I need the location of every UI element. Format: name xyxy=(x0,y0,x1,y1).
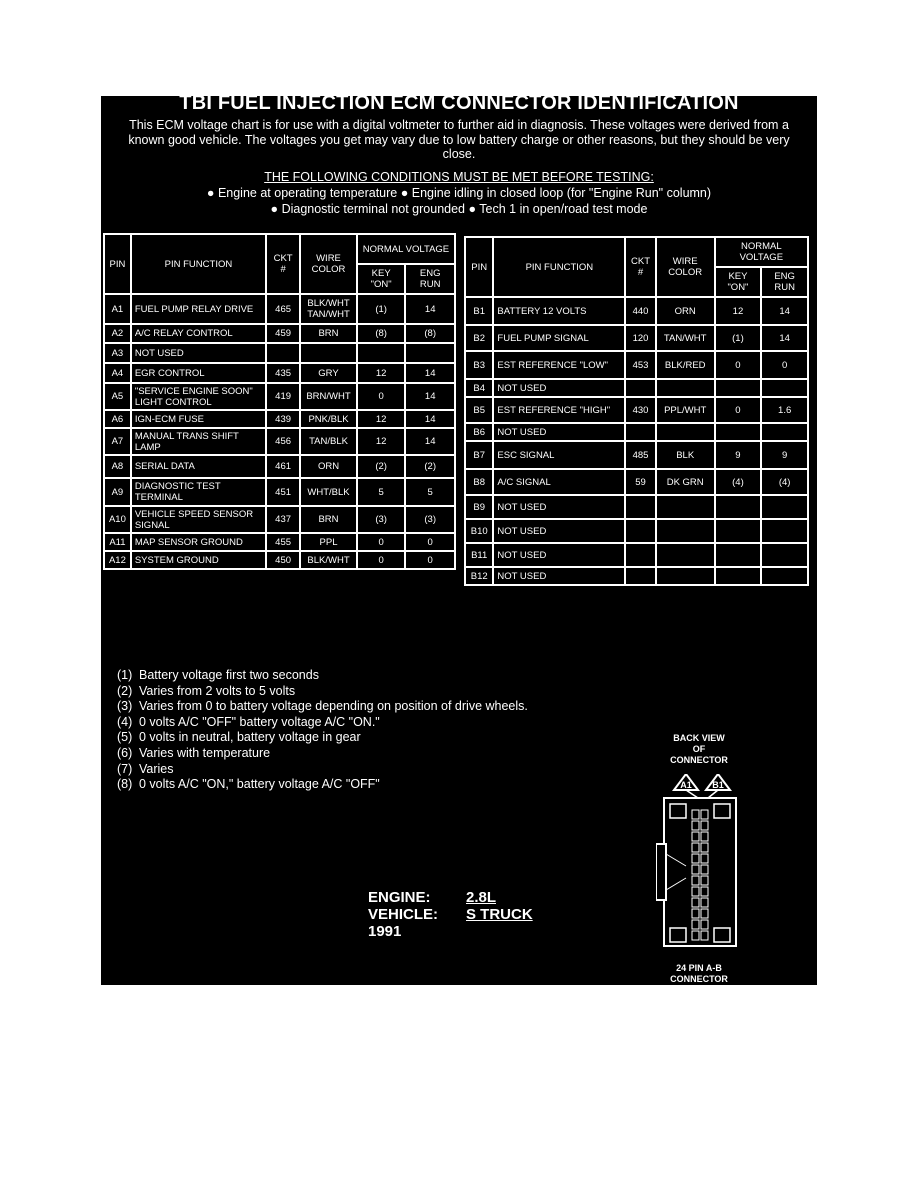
corner-pin xyxy=(670,804,686,818)
table-row xyxy=(104,506,455,533)
key-on-voltage-cell: 0 xyxy=(357,383,406,410)
key-on-voltage-cell: (4) xyxy=(715,469,762,495)
header-eng-run: ENG RUN xyxy=(761,267,808,297)
connector-top-label xyxy=(661,733,737,766)
table-row xyxy=(104,383,455,410)
eng-run-voltage-cell: 14 xyxy=(405,410,455,428)
pin-cell: A4 xyxy=(104,363,131,383)
pin-cell: A12 xyxy=(104,551,131,569)
wire-color-cell: WHT/BLK xyxy=(300,478,357,506)
ckt-cell: 455 xyxy=(266,533,300,551)
wire-color-cell xyxy=(656,495,715,519)
header-key-on: KEY "ON" xyxy=(715,267,762,297)
wire-color-cell: BRN xyxy=(300,324,357,343)
wire-color-cell: TAN/WHT xyxy=(656,325,715,351)
connector-pin xyxy=(692,876,699,885)
connector-pin xyxy=(692,810,699,819)
connector-latch xyxy=(656,844,666,900)
pin-cell: A3 xyxy=(104,343,131,363)
table-row xyxy=(465,441,808,469)
pin-cell: A9 xyxy=(104,478,131,506)
pin-function-cell: NOT USED xyxy=(493,423,625,441)
key-on-voltage-cell: 12 xyxy=(357,410,406,428)
wire-color-cell xyxy=(300,343,357,363)
footnote-text: 0 volts in neutral, battery voltage in gear xyxy=(139,730,361,745)
connector-pin xyxy=(701,909,708,918)
wire-color-cell: PPL/WHT xyxy=(656,397,715,423)
eng-run-voltage-cell: 14 xyxy=(405,363,455,383)
ckt-cell: 451 xyxy=(266,478,300,506)
wire-color-cell: PPL xyxy=(300,533,357,551)
eng-run-voltage-cell: (4) xyxy=(761,469,808,495)
corner-pin xyxy=(714,804,730,818)
table-row xyxy=(465,423,808,441)
footnote-number: (7) xyxy=(117,761,133,776)
footnote-item xyxy=(117,684,528,700)
footnote-number: (3) xyxy=(117,699,133,714)
key-on-voltage-cell: (8) xyxy=(357,324,406,343)
conditions-line-1: ● Engine at operating temperature ● Engine idling in closed loop (for "Engine Run" column) xyxy=(206,186,712,200)
pin-cell: A11 xyxy=(104,533,131,551)
ckt-cell: 120 xyxy=(625,325,655,351)
table-row xyxy=(465,495,808,519)
wire-color-cell: BRN/WHT xyxy=(300,383,357,410)
ckt-cell: 435 xyxy=(266,363,300,383)
table-row xyxy=(104,428,455,455)
eng-run-voltage-cell xyxy=(761,423,808,441)
pin-function-cell: "SERVICE ENGINE SOON" LIGHT CONTROL xyxy=(131,383,266,410)
ckt-cell: 453 xyxy=(625,351,655,379)
table-row xyxy=(465,543,808,567)
key-on-voltage-cell: 0 xyxy=(715,397,762,423)
pin-function-cell: MANUAL TRANS SHIFT LAMP xyxy=(131,428,266,455)
wire-color-cell: BRN xyxy=(300,506,357,533)
header-ckt: CKT # xyxy=(625,237,655,297)
ecm-connector-panel xyxy=(101,96,817,985)
pin-function-cell: A/C RELAY CONTROL xyxy=(131,324,266,343)
wire-color-cell: BLK xyxy=(656,441,715,469)
pin-a1-leader xyxy=(686,790,698,798)
ckt-cell xyxy=(625,543,655,567)
pin-function-cell: SERIAL DATA xyxy=(131,455,266,478)
footnote-item xyxy=(117,699,528,715)
pin-cell: A1 xyxy=(104,294,131,324)
footnote-item xyxy=(117,715,528,731)
ckt-cell: 439 xyxy=(266,410,300,428)
pin-function-cell: VEHICLE SPEED SENSOR SIGNAL xyxy=(131,506,266,533)
pin-cell: A6 xyxy=(104,410,131,428)
footnote-item xyxy=(117,730,528,746)
pin-cell: B6 xyxy=(465,423,493,441)
pin-b1-label: B1 xyxy=(712,780,724,790)
eng-run-voltage-cell: (8) xyxy=(405,324,455,343)
pin-function-cell: NOT USED xyxy=(493,379,625,397)
footnote-number: (2) xyxy=(117,683,133,698)
pin-function-cell: EGR CONTROL xyxy=(131,363,266,383)
wire-color-cell: BLK/WHT xyxy=(300,551,357,569)
table-row xyxy=(465,519,808,543)
eng-run-voltage-cell: (2) xyxy=(405,455,455,478)
connector-pin xyxy=(701,887,708,896)
connector-pin xyxy=(692,898,699,907)
ckt-cell xyxy=(625,379,655,397)
eng-run-voltage-cell: 14 xyxy=(405,383,455,410)
eng-run-voltage-cell: 14 xyxy=(405,428,455,455)
connector-pin xyxy=(701,832,708,841)
header-key-on: KEY "ON" xyxy=(357,264,406,294)
eng-run-voltage-cell xyxy=(761,519,808,543)
header-pin-function: PIN FUNCTION xyxy=(493,237,625,297)
pin-cell: B1 xyxy=(465,297,493,325)
pin-table-a xyxy=(103,233,456,570)
wire-color-cell xyxy=(656,423,715,441)
header-eng-run: ENG RUN xyxy=(405,264,455,294)
eng-run-voltage-cell: (3) xyxy=(405,506,455,533)
model-year: 1991 xyxy=(368,923,402,940)
ckt-cell xyxy=(625,567,655,585)
ckt-cell xyxy=(625,495,655,519)
ckt-cell: 459 xyxy=(266,324,300,343)
wire-color-cell: TAN/BLK xyxy=(300,428,357,455)
wire-color-cell xyxy=(656,519,715,543)
key-on-voltage-cell: 12 xyxy=(357,428,406,455)
footnotes-list xyxy=(117,668,528,793)
pin-cell: B5 xyxy=(465,397,493,423)
footnote-number: (1) xyxy=(117,668,133,682)
pin-cell: A7 xyxy=(104,428,131,455)
connector-pin xyxy=(701,821,708,830)
pin-cell: A10 xyxy=(104,506,131,533)
pin-cell: B7 xyxy=(465,441,493,469)
key-on-voltage-cell: (2) xyxy=(357,455,406,478)
pin-function-cell: ESC SIGNAL xyxy=(493,441,625,469)
pin-function-cell: FUEL PUMP SIGNAL xyxy=(493,325,625,351)
page-title: TBI FUEL INJECTION ECM CONNECTOR IDENTIFICATION xyxy=(179,96,739,114)
wire-color-cell xyxy=(656,543,715,567)
eng-run-voltage-cell xyxy=(761,495,808,519)
wire-color-cell: BLK/RED xyxy=(656,351,715,379)
pin-cell: B10 xyxy=(465,519,493,543)
pin-b1-leader xyxy=(708,790,718,798)
pin-function-cell: FUEL PUMP RELAY DRIVE xyxy=(131,294,266,324)
key-on-voltage-cell: 12 xyxy=(715,297,762,325)
eng-run-voltage-cell xyxy=(405,343,455,363)
conditions-line-2: ● Diagnostic terminal not grounded ● Tech 1 in open/road test mode xyxy=(270,202,648,216)
table-row xyxy=(104,455,455,478)
pin-cell: A5 xyxy=(104,383,131,410)
table-row xyxy=(465,397,808,423)
footnote-number: (4) xyxy=(117,714,133,729)
key-on-voltage-cell: (1) xyxy=(715,325,762,351)
footnote-text: Varies from 0 to battery voltage depending on position of drive wheels. xyxy=(139,699,528,714)
vehicle-label: VEHICLE: xyxy=(368,906,439,923)
header-wire-color: WIRE COLOR xyxy=(300,234,357,294)
connector-pin xyxy=(701,865,708,874)
ckt-cell xyxy=(266,343,300,363)
wire-color-cell: GRY xyxy=(300,363,357,383)
eng-run-voltage-cell: 5 xyxy=(405,478,455,506)
footnote-number: (5) xyxy=(117,730,133,745)
pin-cell: B9 xyxy=(465,495,493,519)
footnote-text: Battery voltage first two seconds xyxy=(139,668,319,682)
table-row xyxy=(465,325,808,351)
key-on-voltage-cell xyxy=(715,519,762,543)
eng-run-voltage-cell: 14 xyxy=(761,325,808,351)
pin-function-cell: NOT USED xyxy=(131,343,266,363)
connector-pin xyxy=(701,898,708,907)
pin-cell: B2 xyxy=(465,325,493,351)
header-wire-color: WIRE COLOR xyxy=(656,237,715,297)
connector-pin xyxy=(701,843,708,852)
pin-function-cell: DIAGNOSTIC TEST TERMINAL xyxy=(131,478,266,506)
footnote-number: (8) xyxy=(117,777,133,792)
footnote-text: Varies from 2 volts to 5 volts xyxy=(139,683,296,698)
footnote-text: 0 volts A/C "OFF" battery voltage A/C "ON." xyxy=(139,714,380,729)
eng-run-voltage-cell: 14 xyxy=(761,297,808,325)
eng-run-voltage-cell: 9 xyxy=(761,441,808,469)
key-on-voltage-cell: 5 xyxy=(357,478,406,506)
pin-function-cell: IGN-ECM FUSE xyxy=(131,410,266,428)
connector-body xyxy=(664,798,736,946)
connector-pin xyxy=(692,920,699,929)
header-ckt: CKT # xyxy=(266,234,300,294)
table-row xyxy=(104,343,455,363)
key-on-voltage-cell xyxy=(715,495,762,519)
corner-pin xyxy=(670,928,686,942)
corner-pin xyxy=(714,928,730,942)
connector-label-line: BACK VIEW xyxy=(673,733,725,743)
connector-label-line: OF xyxy=(692,744,706,754)
eng-run-voltage-cell: 0 xyxy=(761,351,808,379)
wire-color-cell: ORN xyxy=(656,297,715,325)
eng-run-voltage-cell xyxy=(761,543,808,567)
table-row xyxy=(465,297,808,325)
pin-cell: B12 xyxy=(465,567,493,585)
connector-pin xyxy=(692,887,699,896)
pin-function-cell: A/C SIGNAL xyxy=(493,469,625,495)
connector-label-line: CONNECTOR xyxy=(670,974,728,984)
connector-pin xyxy=(701,810,708,819)
header-pin: PIN xyxy=(465,237,493,297)
pin-cell: B8 xyxy=(465,469,493,495)
header-pin-function: PIN FUNCTION xyxy=(131,234,266,294)
connector-pin xyxy=(701,931,708,940)
key-on-voltage-cell: 0 xyxy=(357,533,406,551)
footnote-item xyxy=(117,777,528,793)
connector-label-line: 24 PIN A-B xyxy=(676,963,722,973)
pin-table-b xyxy=(464,236,809,586)
connector-pin xyxy=(692,909,699,918)
table-row xyxy=(104,294,455,324)
connector-pin xyxy=(692,832,699,841)
table-row xyxy=(104,363,455,383)
footnote-text: Varies with temperature xyxy=(139,745,271,760)
pin-function-cell: NOT USED xyxy=(493,495,625,519)
eng-run-voltage-cell: 14 xyxy=(405,294,455,324)
eng-run-voltage-cell: 0 xyxy=(405,551,455,569)
pin-cell: A8 xyxy=(104,455,131,478)
ckt-cell: 440 xyxy=(625,297,655,325)
table-row xyxy=(465,379,808,397)
key-on-voltage-cell: 12 xyxy=(357,363,406,383)
eng-run-voltage-cell xyxy=(761,379,808,397)
key-on-voltage-cell: 0 xyxy=(357,551,406,569)
key-on-voltage-cell xyxy=(715,543,762,567)
key-on-voltage-cell xyxy=(715,379,762,397)
pin-function-cell: MAP SENSOR GROUND xyxy=(131,533,266,551)
engine-label: ENGINE: xyxy=(368,889,431,906)
eng-run-voltage-cell xyxy=(761,567,808,585)
wire-color-cell: ORN xyxy=(300,455,357,478)
wire-color-cell xyxy=(656,379,715,397)
connector-pin xyxy=(692,865,699,874)
connector-bottom-label xyxy=(653,963,745,985)
connector-pin xyxy=(701,854,708,863)
pin-function-cell: EST REFERENCE "LOW" xyxy=(493,351,625,379)
footnote-text: 0 volts A/C "ON," battery voltage A/C "OFF" xyxy=(139,777,380,792)
pin-function-cell: NOT USED xyxy=(493,567,625,585)
connector-pin xyxy=(692,821,699,830)
footnote-item xyxy=(117,762,528,778)
intro-text: This ECM voltage chart is for use with a digital voltmeter to further aid in diagnosis. These voltages were derived from a known good vehicle. The voltages you get may vary due to low battery charge or other reasons, but they should be very close. xyxy=(128,118,790,161)
vehicle-value: S TRUCK xyxy=(466,906,533,923)
connector-pin xyxy=(692,931,699,940)
ckt-cell xyxy=(625,519,655,543)
key-on-voltage-cell: (3) xyxy=(357,506,406,533)
key-on-voltage-cell: (1) xyxy=(357,294,406,324)
wire-color-cell xyxy=(656,567,715,585)
wire-color-cell: DK GRN xyxy=(656,469,715,495)
pin-function-cell: SYSTEM GROUND xyxy=(131,551,266,569)
wire-color-cell: BLK/WHT TAN/WHT xyxy=(300,294,357,324)
key-on-voltage-cell xyxy=(715,423,762,441)
table-row xyxy=(104,324,455,343)
wire-color-cell: PNK/BLK xyxy=(300,410,357,428)
ckt-cell: 430 xyxy=(625,397,655,423)
pin-a1-label: A1 xyxy=(680,780,692,790)
header-normal-voltage: NORMAL VOLTAGE xyxy=(715,237,808,267)
pin-function-cell: EST REFERENCE "HIGH" xyxy=(493,397,625,423)
eng-run-voltage-cell: 1.6 xyxy=(761,397,808,423)
pin-function-cell: NOT USED xyxy=(493,519,625,543)
footnote-text: Varies xyxy=(139,761,174,776)
table-row xyxy=(465,351,808,379)
header-pin: PIN xyxy=(104,234,131,294)
key-on-voltage-cell xyxy=(715,567,762,585)
ckt-cell: 59 xyxy=(625,469,655,495)
key-on-voltage-cell: 0 xyxy=(715,351,762,379)
ckt-cell xyxy=(625,423,655,441)
key-on-voltage-cell: 9 xyxy=(715,441,762,469)
engine-value: 2.8L xyxy=(466,889,497,906)
ckt-cell: 437 xyxy=(266,506,300,533)
ckt-cell: 456 xyxy=(266,428,300,455)
table-row xyxy=(465,469,808,495)
table-row xyxy=(465,567,808,585)
connector-pin xyxy=(701,876,708,885)
table-row xyxy=(104,533,455,551)
pin-cell: B4 xyxy=(465,379,493,397)
pin-function-cell: BATTERY 12 VOLTS xyxy=(493,297,625,325)
connector-pin xyxy=(692,843,699,852)
table-row xyxy=(104,410,455,428)
connector-diagram xyxy=(656,774,746,964)
table-row xyxy=(104,478,455,506)
ckt-cell: 419 xyxy=(266,383,300,410)
footnote-item xyxy=(117,746,528,762)
footnote-number: (6) xyxy=(117,745,133,760)
connector-pin xyxy=(692,854,699,863)
engine-vehicle-info xyxy=(368,889,533,940)
ckt-cell: 465 xyxy=(266,294,300,324)
pin-cell: A2 xyxy=(104,324,131,343)
connector-label-line: CONNECTOR xyxy=(670,755,728,765)
connector-pin xyxy=(701,920,708,929)
footnote-item xyxy=(117,668,528,684)
key-on-voltage-cell xyxy=(357,343,406,363)
pin-cell: B11 xyxy=(465,543,493,567)
eng-run-voltage-cell: 0 xyxy=(405,533,455,551)
pin-function-cell: NOT USED xyxy=(493,543,625,567)
pin-cell: B3 xyxy=(465,351,493,379)
ckt-cell: 485 xyxy=(625,441,655,469)
table-row xyxy=(104,551,455,569)
header-normal-voltage: NORMAL VOLTAGE xyxy=(357,234,455,264)
ckt-cell: 450 xyxy=(266,551,300,569)
ckt-cell: 461 xyxy=(266,455,300,478)
conditions-heading: THE FOLLOWING CONDITIONS MUST BE MET BEFORE TESTING: xyxy=(264,170,654,184)
